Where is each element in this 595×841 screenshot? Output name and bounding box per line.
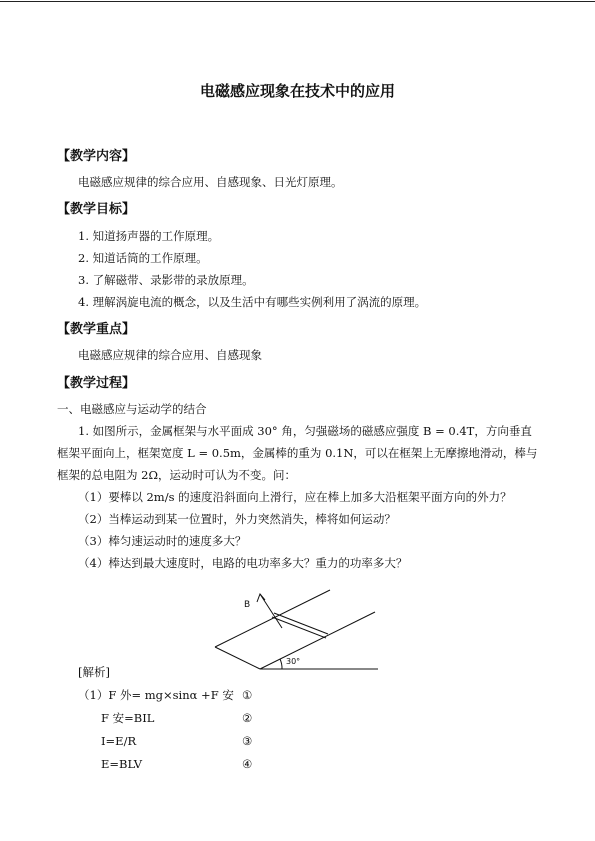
equation-1-number: ①	[242, 688, 253, 702]
goal-item-3: 3. 了解磁带、录影带的录放原理。	[78, 273, 254, 287]
equation-2-number: ②	[242, 711, 253, 725]
equation-2: F 安=BIL	[101, 711, 155, 725]
heading-content: 【教学内容】	[57, 149, 136, 164]
metal-rod	[272, 617, 326, 638]
goal-item-4: 4. 理解涡旋电流的概念，以及生活中有哪些实例利用了涡流的原理。	[78, 295, 427, 309]
process-subheading: 一、电磁感应与运动学的结合	[57, 402, 207, 416]
equation-1: （1）F 外= mg×sinα +F 安	[78, 688, 234, 702]
incline-frame-figure	[210, 580, 385, 675]
question-4: （4）棒达到最大速度时，电路的电功率多大？重力的功率多大？	[78, 556, 408, 570]
page-top-rule	[0, 1, 595, 2]
problem-line-3: 框架的总电阻为 2Ω，运动时可认为不变。问：	[57, 468, 297, 482]
angle-arc	[280, 659, 282, 669]
goal-item-1: 1. 知道扬声器的工作原理。	[78, 229, 220, 243]
problem-line-2: 框架平面向上，框架宽度 L = 0.5m，金属棒的重为 0.1N，可以在框架上无摩擦地滑动，棒与	[57, 446, 538, 460]
frame-end-rail	[215, 647, 260, 669]
angle-label: 30°	[286, 657, 301, 666]
field-b-arrowhead	[257, 594, 265, 602]
equation-4-number: ④	[242, 757, 253, 771]
problem-line-1: 1. 如图所示，金属框架与水平面成 30° 角，匀强磁场的磁感应强度 B = 0.4T，方向垂直	[78, 424, 532, 438]
content-text: 电磁感应规律的综合应用、自感现象、日光灯原理。	[78, 175, 343, 189]
heading-process: 【教学过程】	[57, 376, 136, 391]
question-3: （3）棒匀速运动时的速度多大？	[78, 534, 247, 548]
equation-3: I=E/R	[101, 734, 137, 748]
page-title: 电磁感应现象在技术中的应用	[199, 82, 395, 100]
focus-text: 电磁感应规律的综合应用、自感现象	[78, 348, 262, 362]
heading-focus: 【教学重点】	[57, 322, 136, 337]
field-b-label: B	[244, 600, 251, 610]
heading-goals: 【教学目标】	[57, 202, 136, 217]
question-1: （1）要棒以 2m/s 的速度沿斜面向上滑行，应在棒上加多大沿框架平面方向的外力？	[78, 490, 512, 504]
equation-3-number: ③	[242, 734, 253, 748]
goal-item-2: 2. 知道话筒的工作原理。	[78, 251, 208, 265]
metal-rod-edge	[274, 613, 328, 634]
equation-4: E=BLV	[101, 757, 143, 771]
question-2: （2）当棒运动到某一位置时，外力突然消失，棒将如何运动？	[78, 512, 396, 526]
frame-rail-upper	[215, 590, 330, 647]
analysis-label: [解析]	[78, 665, 110, 679]
